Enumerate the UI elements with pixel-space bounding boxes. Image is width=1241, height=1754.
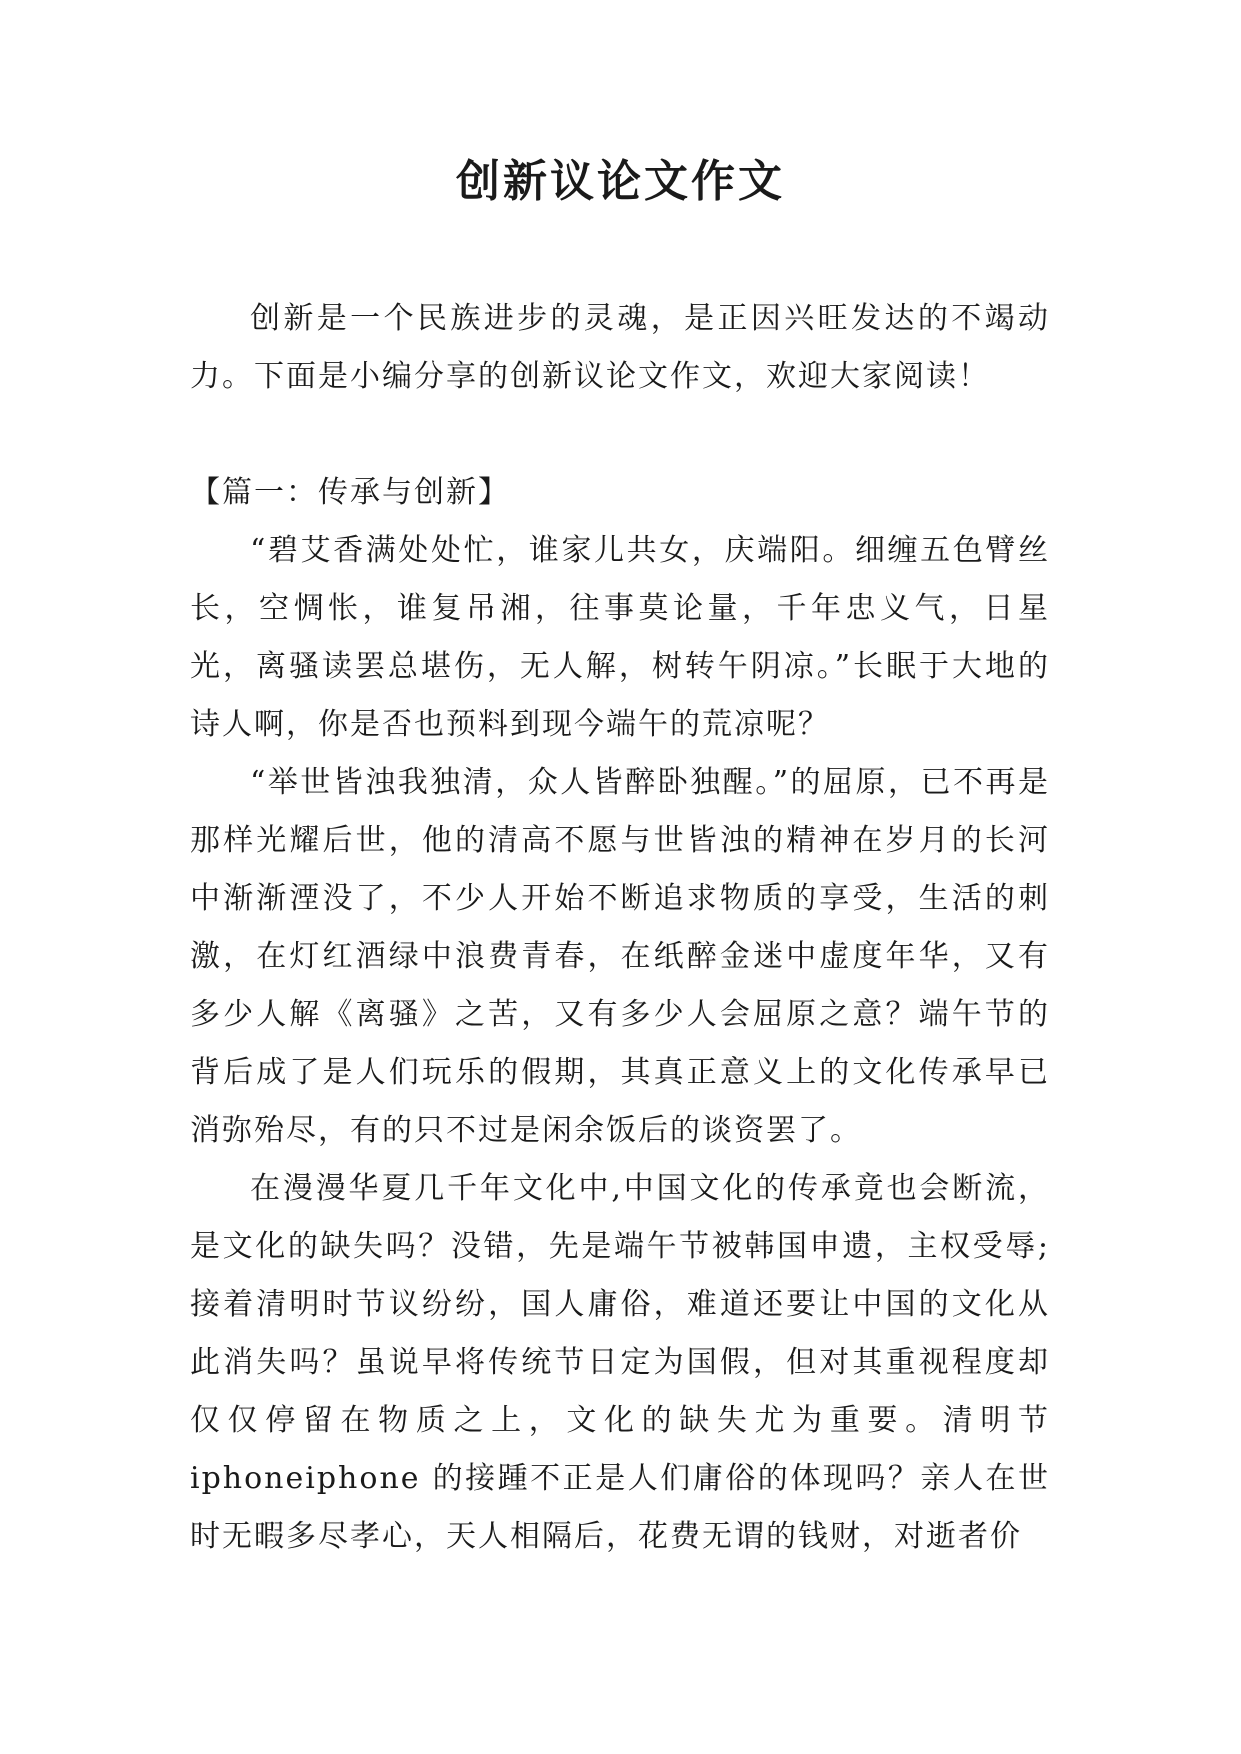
body-paragraph-3: 在漫漫华夏几千年文化中,中国文化的传承竟也会断流，是文化的缺失吗？没错，先是端午节被韩国申遗，主权受辱;接着清明时节议纷纷，国人庸俗，难道还要让中国的文化从此消失吗？虽说早将传统节日定为国假，但对其重视程度却仅仅停留在物质之上，文化的缺失尤为重要。清明节iphoneiphone 的接踵不正是人们庸俗的体现吗？亲人在世时无暇多尽孝心，天人相隔后，花费无谓的钱财，对逝者价 <box>190 1171 1050 1554</box>
body-paragraph-2: “举世皆浊我独清，众人皆醉卧独醒。”的屈原，已不再是那样光耀后世，他的清高不愿与世皆浊的精神在岁月的长河中渐渐湮没了，不少人开始不断追求物质的享受，生活的刺激，在灯红酒绿中浪费青春，在纸醉金迷中虚度年华，又有多少人解《离骚》之苦，又有多少人会屈原之意？端午节的背后成了是人们玩乐的假期，其真正意义上的文化传承早已消弥殆尽，有的只不过是闲余饭后的谈资罢了。 <box>190 765 1050 1148</box>
body-paragraph-1: “碧艾香满处处忙，谁家儿共女，庆端阳。细缠五色臂丝长，空惆怅，谁复吊湘，往事莫论量，千年忠义气，日星光，离骚读罢总堪伤，无人解，树转午阴凉。”长眠于大地的诗人啊，你是否也预料到现今端午的荒凉呢？ <box>190 533 1050 742</box>
section-heading: 【篇一：传承与创新】 <box>190 475 510 510</box>
document-body <box>190 290 1050 1566</box>
intro-paragraph: 创新是一个民族进步的灵魂，是正因兴旺发达的不竭动力。下面是小编分享的创新议论文作文，欢迎大家阅读！ <box>190 301 1050 394</box>
document-title: 创新议论文作文 <box>456 156 785 207</box>
